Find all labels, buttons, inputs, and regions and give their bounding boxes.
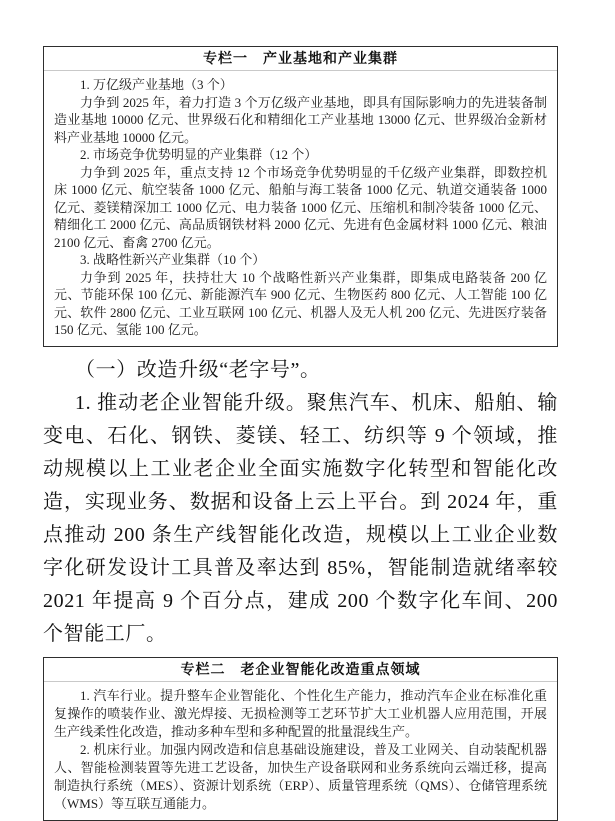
box1-body — [44, 71, 557, 346]
column-box-1 — [43, 46, 558, 347]
box1-item-2-text: 力争到 2025 年，重点支持 12 个市场竞争优势明显的千亿级产业集群，即数控机床 1000 亿元、航空装备 1000 亿元、船舶与海工装备 1000 亿元、轨道交通装备 1000 亿元、菱镁精深加工 1000 亿元、电力装备 1000 亿元、压缩机和制冷装备 1000 亿元、精细化工 2000 亿元、高品质钢铁材料 2000 亿元、先进有色金属材料 1000 亿元、粮油 2100 亿元、畜禽 2700 亿元。 — [54, 164, 547, 250]
column-box-2 — [43, 657, 558, 821]
box1-item-1-text: 力争到 2025 年，着力打造 3 个万亿级产业基地，即具有国际影响力的先进装备制造业基地 10000 亿元、世界级石化和精细化工产业基地 13000 亿元、世界级冶金新材料产业基地 10000 亿元。 — [54, 94, 547, 145]
box2-title: 专栏二 老企业智能化改造重点领域 — [44, 658, 557, 682]
main-body-text — [43, 354, 558, 651]
box1-item-3-text: 力争到 2025 年，扶持壮大 10 个战略性新兴产业集群，即集成电路装备 200 亿元、节能环保 100 亿元、新能源汽车 900 亿元、生物医药 800 亿元、人工智能 100 亿元、软件 2800 亿元、工业互联网 100 亿元、机器人及无人机 200 亿元、先进医疗装备 150 亿元、氢能 100 亿元。 — [54, 269, 547, 337]
section-paragraph: 1. 推动老企业智能升级。聚焦汽车、机床、船舶、输变电、石化、钢铁、菱镁、轻工、纺织等 9 个领域，推动规模以上工业老企业全面实施数字化转型和智能化改造，实现业务、数据和设备上云上平台。到 2024 年，重点推动 200 条生产线智能化改造，规模以上工业企业数字化研发设计工具普及率达到 85%，智能制造就绪率较 2021 年提高 9 个百分点，建成 200 个数字化车间、200 个智能工厂。 — [43, 391, 558, 645]
section-heading: （一）改造升级“老字号”。 — [75, 358, 321, 381]
box2-item-1-text: 1. 汽车行业。提升整车企业智能化、个性化生产能力，推动汽车企业在标准化重复操作的喷装作业、激光焊接、无损检测等工艺环节扩大工业机器人应用范围，开展生产线柔性化改造，推动多种车型和多种配置的批量混线生产。 — [54, 687, 547, 739]
box1-item-2-heading: 2. 市场竞争优势明显的产业集群（12 个） — [80, 147, 318, 162]
box1-item-3-heading: 3. 战略性新兴产业集群（10 个） — [80, 252, 266, 267]
box2-item-2-text: 2. 机床行业。加强内网改造和信息基础设施建设，普及工业网关、自动装配机器人、智能检测装置等先进工艺设备，加快生产设备联网和业务系统向云端迁移，提高制造执行系统（MES）、资源计划系统（ERP）、质量管理系统（QMS）、仓储管理系统（WMS）等互联互通能力。 — [54, 741, 547, 811]
box2-body — [44, 682, 557, 820]
box1-title: 专栏一 产业基地和产业集群 — [44, 47, 557, 71]
box1-item-1-heading: 1. 万亿级产业基地（3 个） — [80, 77, 233, 92]
